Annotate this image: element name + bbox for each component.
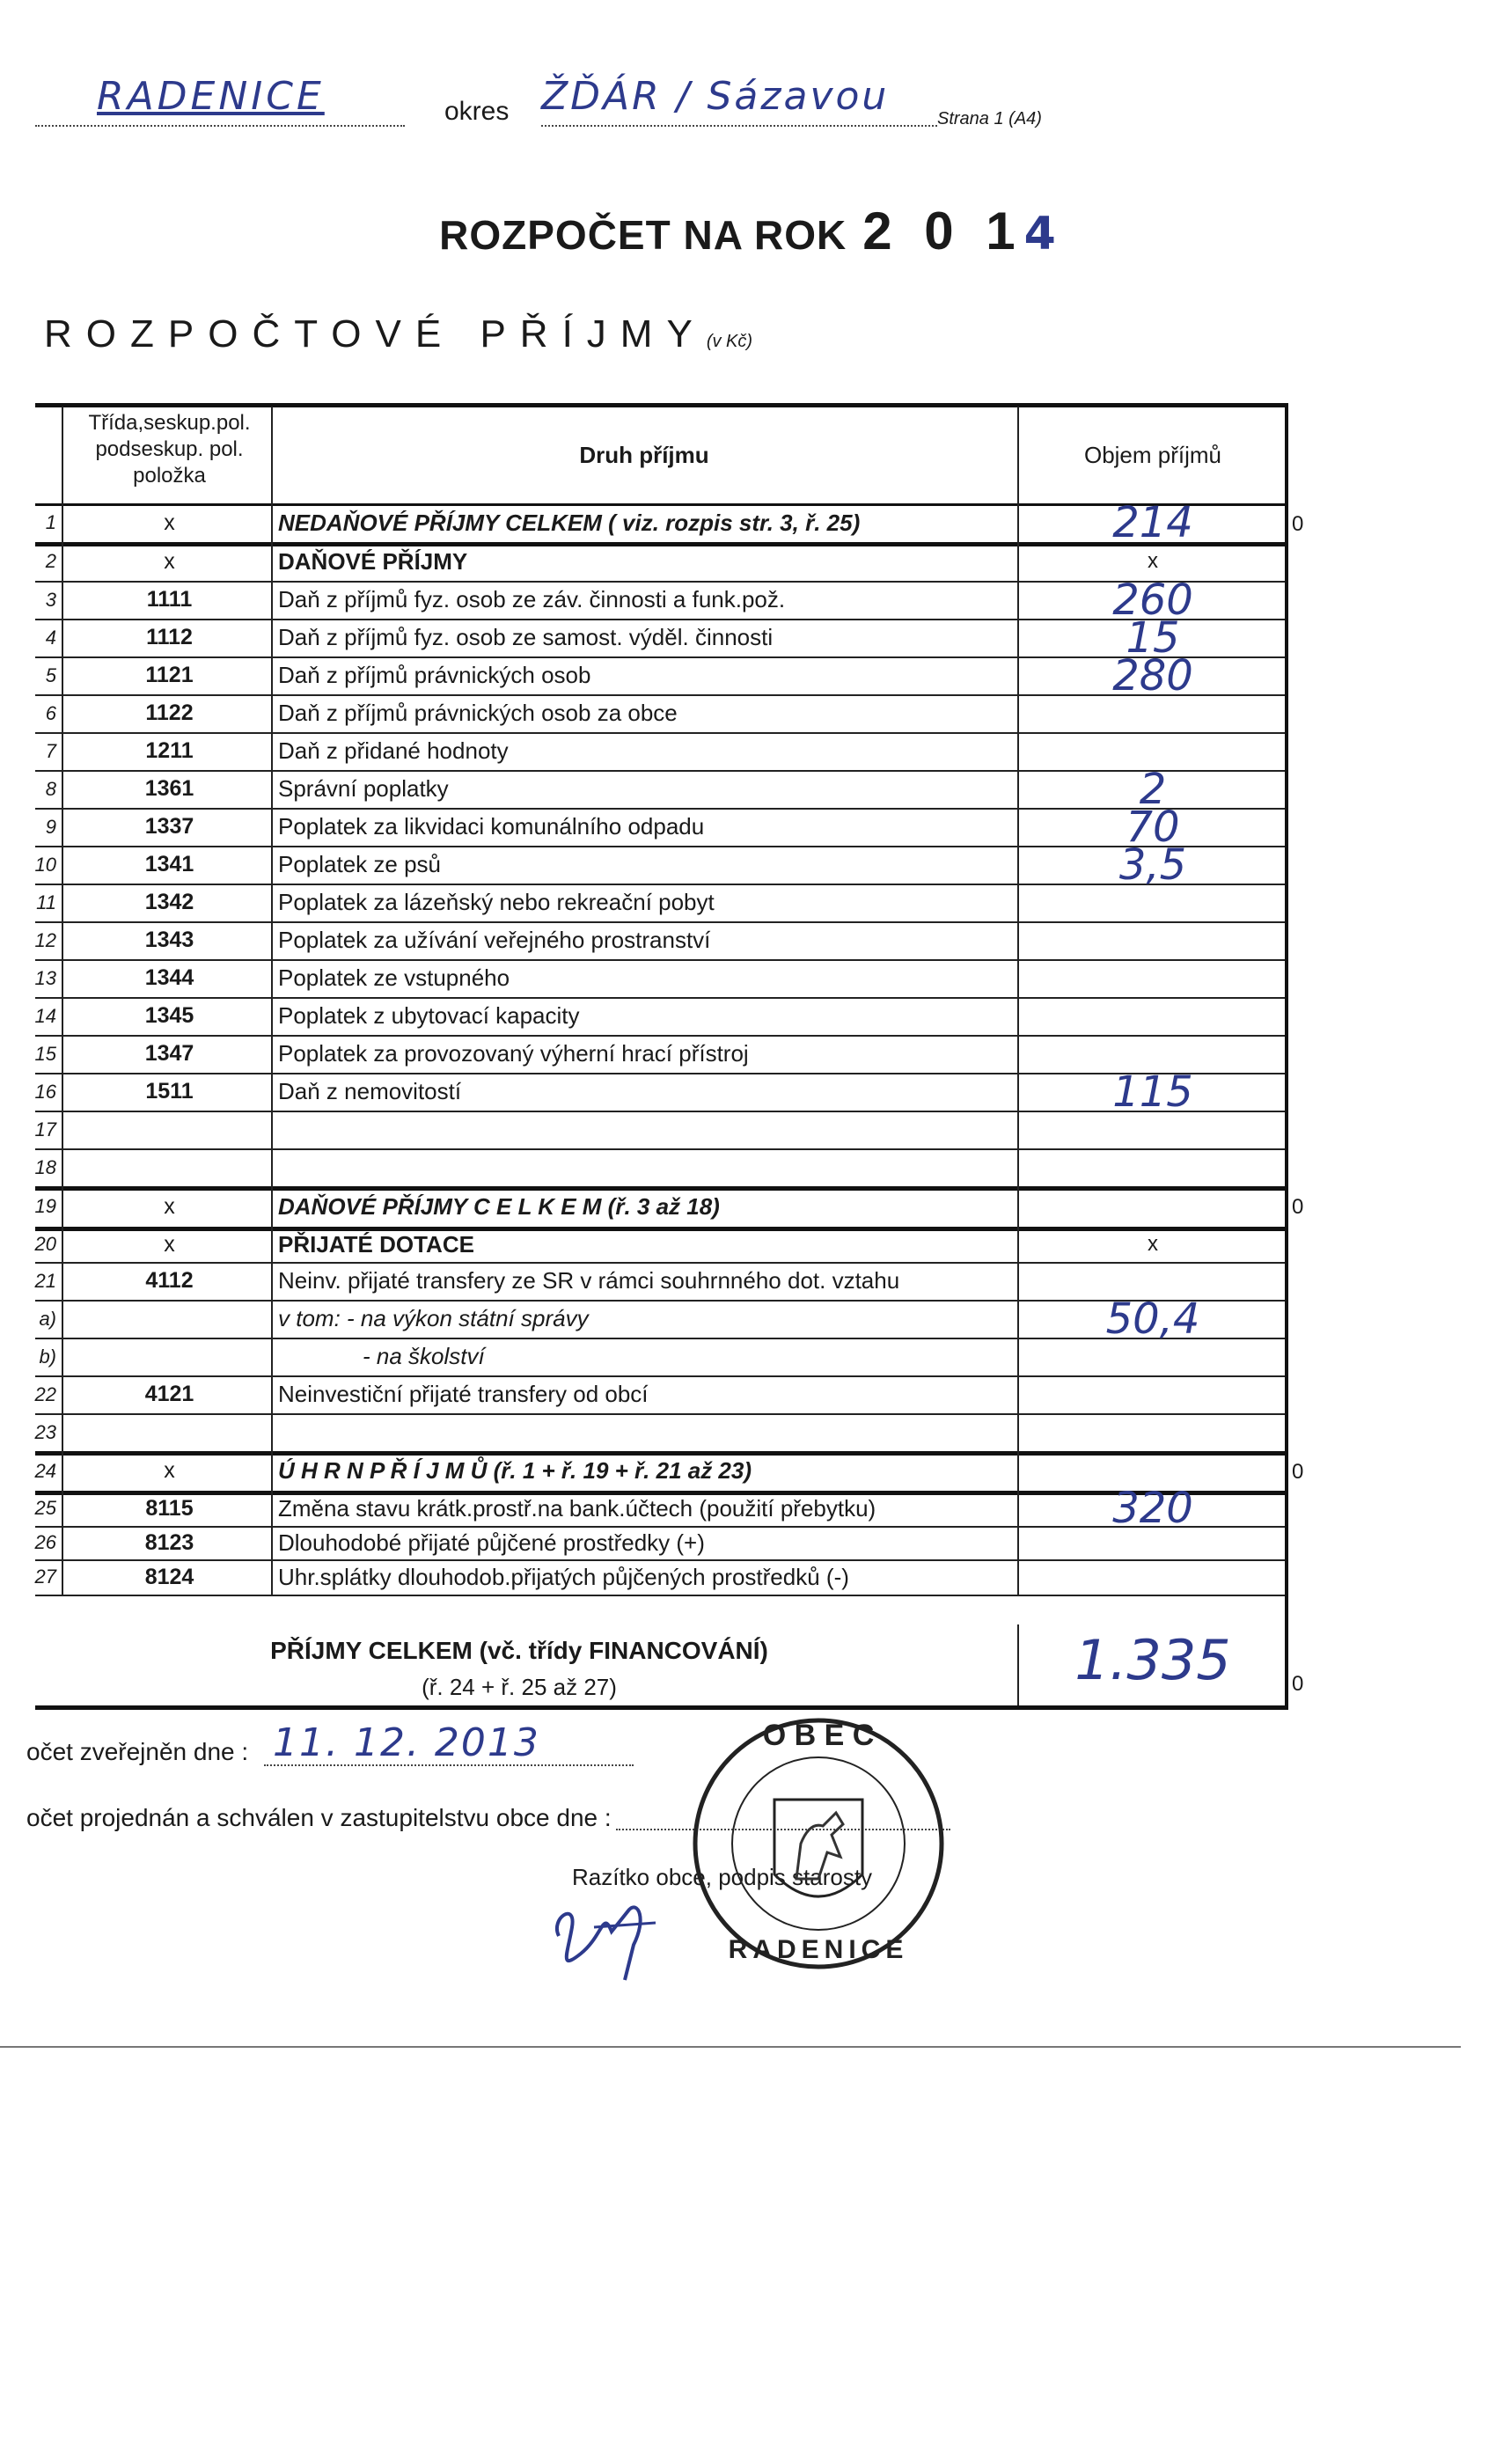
- row-number: 24: [34, 1459, 56, 1482]
- row-description: Poplatek za provozovaný výherní hrací přístroj: [278, 1040, 749, 1067]
- row-amount: [1021, 1413, 1285, 1451]
- row-code: 8123: [144, 1529, 194, 1555]
- row-code: 1122: [145, 700, 194, 725]
- table-row: [35, 1413, 1285, 1456]
- table-row: [35, 959, 1285, 999]
- row-description: Daň z přidané hodnoty: [278, 737, 509, 764]
- row-number: 18: [34, 1155, 56, 1178]
- row-description: - na školství: [363, 1343, 485, 1369]
- row-code: 1344: [144, 965, 194, 990]
- row-number: 16: [34, 1080, 56, 1103]
- title-text: ROZPOČET NA ROK: [439, 212, 847, 258]
- row-amount: 115: [1112, 1067, 1193, 1117]
- row-zero: 0: [1292, 1460, 1304, 1484]
- row-amount: 260: [1112, 575, 1193, 625]
- row-amount: x: [1148, 549, 1158, 573]
- total-sub: (ř. 24 + ř. 25 až 27): [422, 1674, 617, 1700]
- table-row: [35, 1338, 1285, 1377]
- table-row: [35, 802, 1285, 852]
- row-description: Poplatek z ubytovací kapacity: [278, 1002, 580, 1029]
- total-row: [35, 1624, 1304, 1710]
- table-row: [35, 650, 1285, 700]
- row-amount: [1021, 694, 1285, 732]
- row-description: Poplatek ze vstupného: [278, 964, 510, 991]
- title-year-printed: 2 0 1: [862, 202, 1024, 260]
- table-row: [34, 840, 1285, 890]
- row-number: 20: [34, 1233, 56, 1255]
- row-code: 4112: [145, 1268, 194, 1293]
- row-code: x: [164, 1458, 175, 1483]
- row-description: Poplatek za likvidaci komunálního odpadu: [278, 813, 705, 840]
- row-description: Uhr.splátky dlouhodob.přijatých půjčených prostředků (-): [278, 1563, 849, 1590]
- row-number: a): [39, 1307, 56, 1330]
- table-row: [35, 732, 1285, 772]
- published-label: očet zveřejněn dne :: [26, 1738, 249, 1765]
- row-code: [70, 1148, 268, 1186]
- row-description: Poplatek za lázeňský nebo rekreační pobyt: [278, 889, 715, 915]
- row-code: 1337: [144, 814, 194, 839]
- row-amount: [1021, 1559, 1285, 1595]
- total-zero: 0: [1292, 1672, 1304, 1696]
- row-description: Správní poplatky: [278, 775, 449, 802]
- table-header: [35, 407, 1285, 506]
- row-code: 1361: [144, 776, 194, 801]
- row-code: 1345: [144, 1003, 194, 1028]
- page-info: Strana 1 (A4): [937, 109, 1042, 128]
- okres-label: okres: [444, 97, 510, 126]
- row-amount: [1021, 1526, 1285, 1559]
- row-description: DAŇOVÉ PŘÍJMY C E L K E M (ř. 3 až 18): [278, 1192, 720, 1220]
- total-value: 1.335: [1074, 1628, 1231, 1692]
- row-code: 8124: [144, 1564, 194, 1589]
- total-label: PŘÍJMY CELKEM (vč. třídy FINANCOVÁNÍ): [270, 1637, 768, 1664]
- row-amount: x: [1148, 1232, 1158, 1256]
- district-name: ŽĎÁR / Sázavou: [541, 74, 890, 119]
- table-row: [35, 694, 1285, 734]
- district-field: [541, 70, 937, 127]
- table-row: [35, 1526, 1285, 1561]
- table-row: [34, 1451, 1304, 1495]
- published-date: 11. 12. 2013: [273, 1720, 540, 1765]
- table-row: [35, 575, 1285, 625]
- row-code: 1112: [146, 625, 193, 649]
- table-row: [35, 1294, 1285, 1344]
- row-description: [275, 1111, 1017, 1148]
- row-number: 15: [34, 1042, 56, 1065]
- row-code: 1211: [145, 738, 194, 763]
- municipality-field: [35, 70, 405, 127]
- table-row: [35, 1035, 1285, 1074]
- row-zero: 0: [1292, 512, 1304, 536]
- row-number: 1: [45, 511, 56, 533]
- row-code: 1347: [144, 1041, 194, 1066]
- row-number: 11: [36, 891, 56, 913]
- section-title: [44, 312, 752, 356]
- row-code: x: [164, 1193, 175, 1219]
- section-unit: (v Kč): [706, 332, 753, 351]
- row-amount: [1021, 1111, 1285, 1148]
- row-description: Daň z příjmů právnických osob: [278, 662, 591, 688]
- row-description: Dlouhodobé přijaté půjčené prostředky (+): [278, 1529, 705, 1556]
- table-row: [34, 1186, 1304, 1231]
- row-number: 9: [45, 815, 56, 838]
- row-description: DAŇOVÉ PŘÍJMY: [278, 547, 468, 575]
- row-code: x: [164, 548, 175, 574]
- row-code: 1342: [144, 890, 194, 914]
- header-code: Třída,seskup.pol. podseskup. pol. položka: [88, 411, 251, 488]
- row-number: 23: [34, 1420, 56, 1443]
- row-amount: [1021, 1186, 1285, 1227]
- row-number: 5: [45, 664, 56, 686]
- row-number: 17: [34, 1118, 56, 1140]
- row-code: 1341: [144, 852, 194, 876]
- row-amount: [1021, 1338, 1285, 1375]
- row-number: 2: [45, 550, 56, 572]
- row-amount: 3,5: [1118, 840, 1187, 890]
- table-row: [35, 997, 1285, 1037]
- row-description: PŘIJATÉ DOTACE: [278, 1230, 474, 1258]
- row-description: NEDAŇOVÉ PŘÍJMY CELKEM ( viz. rozpis str. 3, ř. 25): [278, 509, 861, 536]
- table-row: [35, 921, 1285, 961]
- row-code: x: [164, 510, 175, 535]
- header-amount: Objem příjmů: [1083, 441, 1222, 468]
- table-row: [35, 1148, 1285, 1191]
- approved-label: očet projednán a schválen v zastupitelstvu obce dne :: [26, 1804, 612, 1831]
- row-amount: 2: [1139, 764, 1167, 814]
- row-amount: [1021, 884, 1285, 921]
- row-code: x: [164, 1231, 175, 1257]
- stamp-bottom-text: RADENICE: [728, 1935, 909, 1964]
- row-number: 22: [34, 1382, 56, 1405]
- row-code: 1511: [145, 1079, 194, 1104]
- row-number: 27: [34, 1566, 56, 1588]
- row-amount: 70: [1126, 802, 1180, 852]
- row-amount: [1021, 921, 1285, 959]
- row-number: 13: [34, 966, 56, 989]
- row-amount: 280: [1112, 650, 1193, 700]
- stamp-top-text: O B E C: [762, 1719, 875, 1752]
- row-number: 25: [34, 1497, 56, 1519]
- page-title: [0, 201, 1496, 261]
- table-row: [35, 542, 1285, 583]
- municipal-stamp: [686, 1712, 950, 1976]
- title-year-handwritten: 4: [1023, 208, 1057, 260]
- row-number: 26: [34, 1531, 56, 1553]
- row-amount: [1021, 959, 1285, 997]
- row-description: Neinv. přijaté transfery ze SR v rámci souhrnného dot. vztahu: [278, 1267, 900, 1294]
- table-row: [35, 498, 1304, 547]
- stamp-label: Razítko obce, podpis starosty: [572, 1864, 873, 1890]
- row-code: 1121: [145, 663, 194, 687]
- row-amount: [1021, 1148, 1285, 1186]
- table-row: [35, 764, 1285, 814]
- row-zero: 0: [1292, 1195, 1304, 1219]
- table-row: [35, 1227, 1285, 1264]
- row-number: 21: [34, 1269, 56, 1292]
- row-number: b): [39, 1345, 56, 1368]
- row-code: [70, 1413, 268, 1451]
- row-number: 8: [45, 777, 56, 800]
- row-amount: [1021, 997, 1285, 1035]
- row-code: 1343: [144, 928, 194, 952]
- table-row: [35, 612, 1285, 663]
- table-row: [35, 1111, 1285, 1150]
- row-amount: 50,4: [1105, 1294, 1200, 1344]
- row-description: [275, 1148, 1017, 1186]
- row-code: 4121: [144, 1382, 194, 1406]
- header-description: Druh příjmu: [579, 441, 709, 468]
- row-amount: 320: [1112, 1484, 1193, 1533]
- row-number: 12: [34, 928, 56, 951]
- municipality-name: RADENICE: [97, 74, 325, 119]
- row-number: 7: [45, 739, 56, 762]
- row-number: 6: [45, 701, 56, 724]
- row-description: Daň z příjmů právnických osob za obce: [278, 700, 678, 726]
- row-code: [70, 1300, 268, 1338]
- published-date-field: [264, 1720, 634, 1766]
- row-number: 14: [34, 1004, 56, 1027]
- row-number: 3: [45, 588, 56, 611]
- row-description: Poplatek ze psů: [278, 851, 442, 877]
- row-description: [275, 1413, 1017, 1451]
- table-row: [34, 1484, 1285, 1533]
- row-code: 8115: [145, 1495, 194, 1521]
- row-code: 1111: [146, 587, 193, 612]
- row-amount: [1021, 1375, 1285, 1413]
- row-description: Neinvestiční přijaté transfery od obcí: [278, 1381, 649, 1407]
- section-text: ROZPOČTOVÉ PŘÍJMY: [44, 312, 707, 356]
- row-description: Ú H R N P Ř Í J M Ů (ř. 1 + ř. 19 + ř. 21 až 23): [278, 1457, 752, 1484]
- row-number: 4: [45, 626, 56, 649]
- table-row: [35, 1262, 1285, 1302]
- row-description: Změna stavu krátk.prostř.na bank.účtech (použití přebytku): [278, 1494, 876, 1522]
- row-code: [70, 1111, 268, 1148]
- table-row: [35, 884, 1285, 923]
- row-description: Daň z příjmů fyz. osob ze samost. výděl. činnosti: [278, 624, 774, 650]
- table-row: [34, 1067, 1285, 1117]
- row-number: 19: [34, 1195, 56, 1217]
- table-row: [35, 1559, 1285, 1596]
- row-description: v tom: - na výkon státní správy: [278, 1305, 589, 1331]
- bottom-divider: [0, 2046, 1461, 2048]
- table-row: [35, 1375, 1285, 1415]
- row-amount: 214: [1112, 498, 1193, 547]
- row-description: Poplatek za užívání veřejného prostranství: [278, 927, 711, 953]
- row-number: 10: [34, 853, 56, 876]
- row-description: Daň z nemovitostí: [278, 1078, 462, 1104]
- row-code: [70, 1338, 268, 1375]
- row-amount: 15: [1126, 612, 1180, 663]
- signature: [541, 1883, 691, 1989]
- row-description: Daň z příjmů fyz. osob ze záv. činnosti a funk.pož.: [278, 586, 786, 612]
